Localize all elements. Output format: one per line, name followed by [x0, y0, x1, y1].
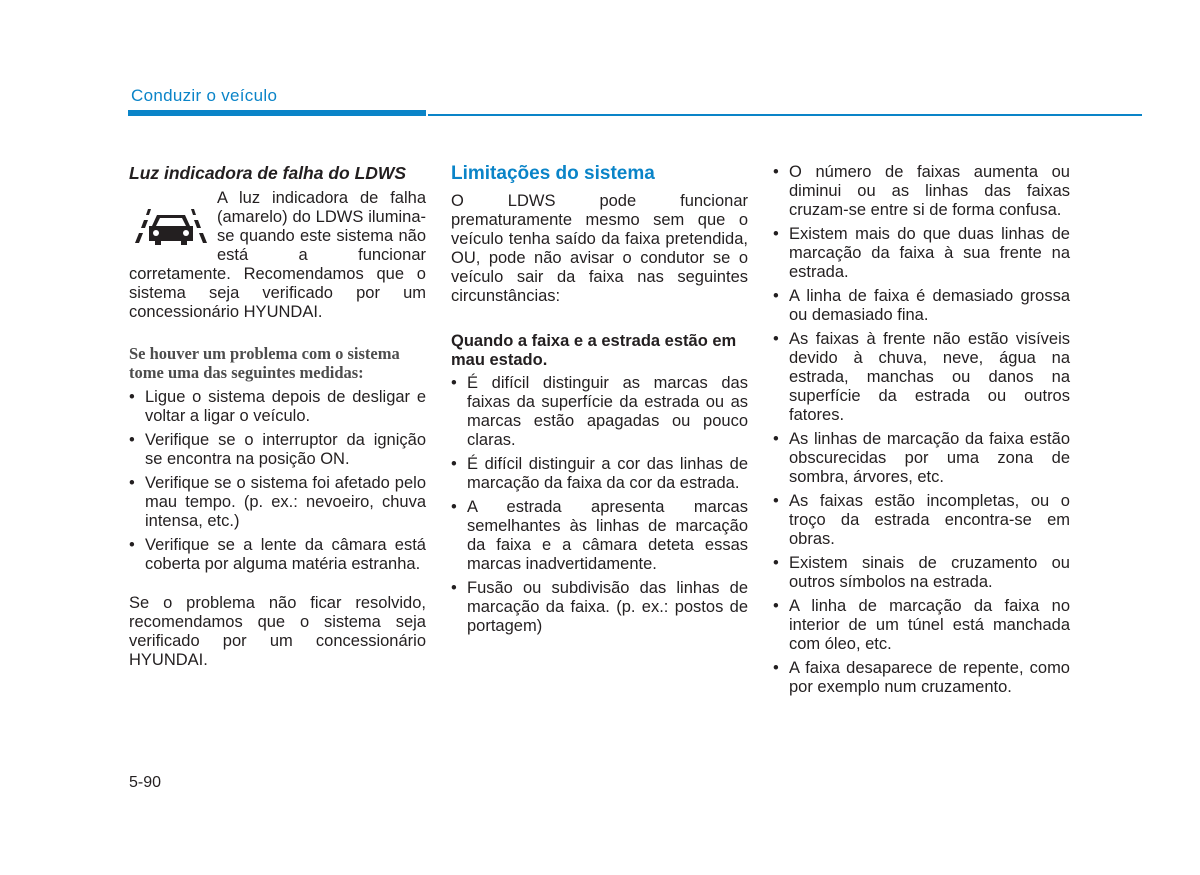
- header-rule-thick: [128, 110, 426, 116]
- list-item: • Verifique se a lente da câmara está coberta por alguma matéria estranha.: [129, 536, 426, 574]
- closing-paragraph: Se o problema não ficar resolvido, recomendamos que o sistema seja verificado por um concessionário HYUNDAI.: [129, 594, 426, 669]
- list-item: • Ligue o sistema depois de desligar e voltar a ligar o veículo.: [129, 388, 426, 426]
- page-number: 5-90: [129, 774, 162, 791]
- list-item: • O número de faixas aumenta ou diminui ou as linhas das faixas cruzam-se entre si de forma confusa.: [773, 163, 1070, 220]
- column-left: [129, 163, 426, 670]
- header-rule-thin: [428, 114, 1142, 116]
- road-condition-list: [451, 374, 748, 636]
- list-item: • A linha de marcação da faixa no interior de um túnel está manchada com óleo, etc.: [773, 597, 1070, 654]
- ldws-malfunction-text: A luz indicadora de falha (amarelo) do LDWS ilumina-se quando este sistema não está a funcionar corretamente. Recomendamos que o sistema seja verificado por um concessionário HYUNDAI.: [129, 189, 426, 321]
- measures-list: [129, 388, 426, 574]
- list-item: • É difícil distinguir as marcas das faixas da superfície da estrada ou as marcas estão apagadas ou pouco claras.: [451, 374, 748, 450]
- list-item: • Verifique se o interruptor da ignição se encontra na posição ON.: [129, 431, 426, 469]
- list-item: • Existem sinais de cruzamento ou outros símbolos na estrada.: [773, 554, 1070, 592]
- list-item: • A estrada apresenta marcas semelhantes às linhas de marcação da faixa e a câmara deteta essas marcas inadvertidamente.: [451, 498, 748, 574]
- list-item: • A faixa desaparece de repente, como por exemplo num cruzamento.: [773, 659, 1070, 697]
- limitations-intro: O LDWS pode funcionar prematuramente mesmo sem que o veículo tenha saído da faixa pretendida, OU, pode não avisar o condutor se o veículo sair da faixa nas seguintes circunstâncias:: [451, 192, 748, 305]
- list-item: • A linha de faixa é demasiado grossa ou demasiado fina.: [773, 287, 1070, 325]
- system-limitations-heading: Limitações do sistema: [451, 163, 655, 184]
- list-item: • As faixas estão incompletas, ou o troço da estrada encontra-se em obras.: [773, 492, 1070, 549]
- problem-measures-heading: Se houver um problema com o sistema tome uma das seguintes medidas:: [129, 344, 400, 382]
- section-title: Conduzir o veículo: [131, 86, 278, 105]
- list-item: • Fusão ou subdivisão das linhas de marcação da faixa. (p. ex.: postos de portagem): [451, 579, 748, 636]
- list-item: • As linhas de marcação da faixa estão obscurecidas por uma zona de sombra, árvores, etc.: [773, 430, 1070, 487]
- ldws-malfunction-heading: Luz indicadora de falha do LDWS: [129, 163, 407, 183]
- limitations-list-continued: [773, 163, 1070, 697]
- list-item: • Verifique se o sistema foi afetado pelo mau tempo. (p. ex.: nevoeiro, chuva intensa, etc.): [129, 474, 426, 531]
- list-item: • Existem mais do que duas linhas de marcação da faixa à sua frente na estrada.: [773, 225, 1070, 282]
- list-item: • É difícil distinguir a cor das linhas de marcação da faixa da cor da estrada.: [451, 455, 748, 493]
- column-right: [773, 163, 1070, 702]
- road-condition-subheading: Quando a faixa e a estrada estão em mau estado.: [451, 332, 737, 369]
- ldws-lane-car-icon: [129, 193, 217, 253]
- column-middle: [451, 163, 748, 641]
- list-item: • As faixas à frente não estão visíveis devido à chuva, neve, água na estrada, manchas ou danos na superfície da estrada ou outros fatores.: [773, 330, 1070, 425]
